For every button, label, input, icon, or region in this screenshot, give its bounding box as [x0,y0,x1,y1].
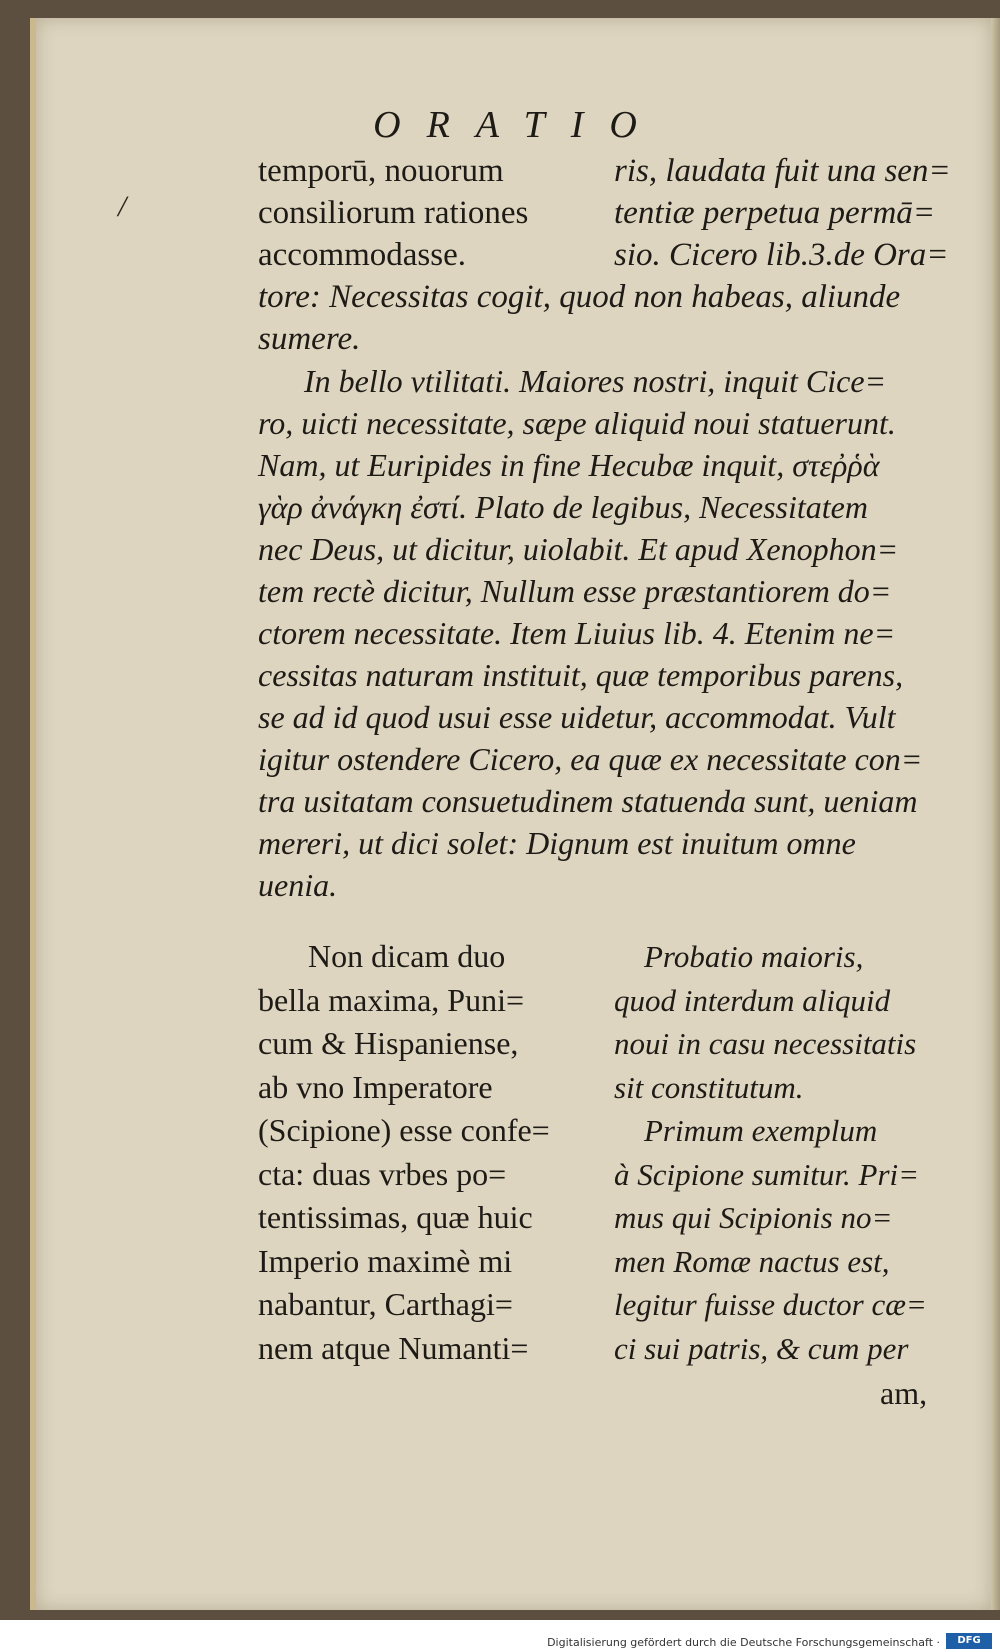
running-header: ORATIO [373,104,663,146]
text-line: sit constitutum. [614,1069,804,1105]
text-line: Primum exemplum [644,1113,878,1148]
text-line: tem rectè dicitur, Nullum esse præstantiorem do= [258,573,892,609]
text-line: consiliorum rationes [258,195,529,231]
text-line: Non dicam duo [308,938,506,974]
text-line: legitur fuisse ductor cæ= [614,1287,927,1322]
footer-credit: Digitalisierung gefördert durch die Deutsche Forschungsgemeinschaft · [547,1636,940,1649]
text-line: tore: Necessitas cogit, quod non habeas, aliunde [258,279,901,315]
text-line: uenia. [258,867,338,903]
text-line: tentissimas, quæ huic [258,1199,533,1235]
text-line: nec Deus, ut dicitur, uiolabit. Et apud Xenophon= [258,531,899,567]
top-left-column [258,150,588,276]
commentary-paragraph [258,360,958,906]
text-line: ab vno Imperatore [258,1068,493,1105]
text-line: Probatio maioris, [644,939,864,974]
text-line: ci sui patris, & cum per [614,1330,909,1366]
commentary-continuation [258,276,958,360]
text-line: sumere. [258,321,361,357]
text-line: igitur ostendere Cicero, ea quæ ex necessitate con= [258,741,923,777]
text-line: tentiæ perpetua permā= [614,195,936,231]
text-line: noui in casu necessitatis [614,1026,917,1061]
text-line: ris, laudata fuit una sen= [614,153,951,189]
text-line: accommodasse. [258,237,467,273]
text-line: mereri, ut dici solet: Dignum est inuitum omne [258,825,856,861]
text-line: tra usitatam consuetudinem statuenda sunt, ueniam [258,783,918,819]
text-line: nem atque Numanti= [258,1329,529,1366]
text-line: In bello vtilitati. Maiores nostri, inquit Cice= [304,363,887,399]
text-line: cessitas naturam instituit, quæ temporibus parens, [258,657,904,693]
text-line: se ad id quod usui esse uidetur, accommodat. Vult [258,699,896,735]
catchword: am, [880,1375,928,1411]
dfg-logo: DFG [946,1633,992,1649]
marginal-commentary-column [614,935,964,1370]
oration-text-column [258,935,588,1370]
text-line: cum & Hispaniense, [258,1025,519,1061]
text-line: sio. Cicero lib.3.de Ora= [614,237,949,273]
text-line: quod interdum aliquid [614,982,891,1018]
margin-mark: / [118,190,127,223]
text-line: ro, uicti necessitate, sæpe aliquid noui statuerunt. [258,405,896,441]
text-line: men Romæ nactus est, [614,1243,890,1279]
text-line: à Scipione sumitur. Pri= [614,1156,920,1192]
text-line: Nam, ut Euripides in fine Hecubæ inquit, στεῤῥὰ [258,447,880,483]
text-line: Imperio maximè mi [258,1242,513,1279]
page-edge [991,18,1000,1610]
top-right-column [614,150,964,276]
text-line: γὰρ ἀνάγκη ἐστί. Plato de legibus, Necessitatem [258,489,868,525]
text-line: mus qui Scipionis no= [614,1200,893,1235]
text-line: (Scipione) esse confe= [258,1112,550,1148]
text-line: nabantur, Carthagi= [258,1286,513,1322]
text-line: cta: duas vrbes po= [258,1155,507,1192]
text-line: ctorem necessitate. Item Liuius lib. 4. Etenim ne= [258,615,896,651]
text-line: bella maxima, Puni= [258,981,524,1018]
text-line: temporū, nouorum [258,153,504,189]
